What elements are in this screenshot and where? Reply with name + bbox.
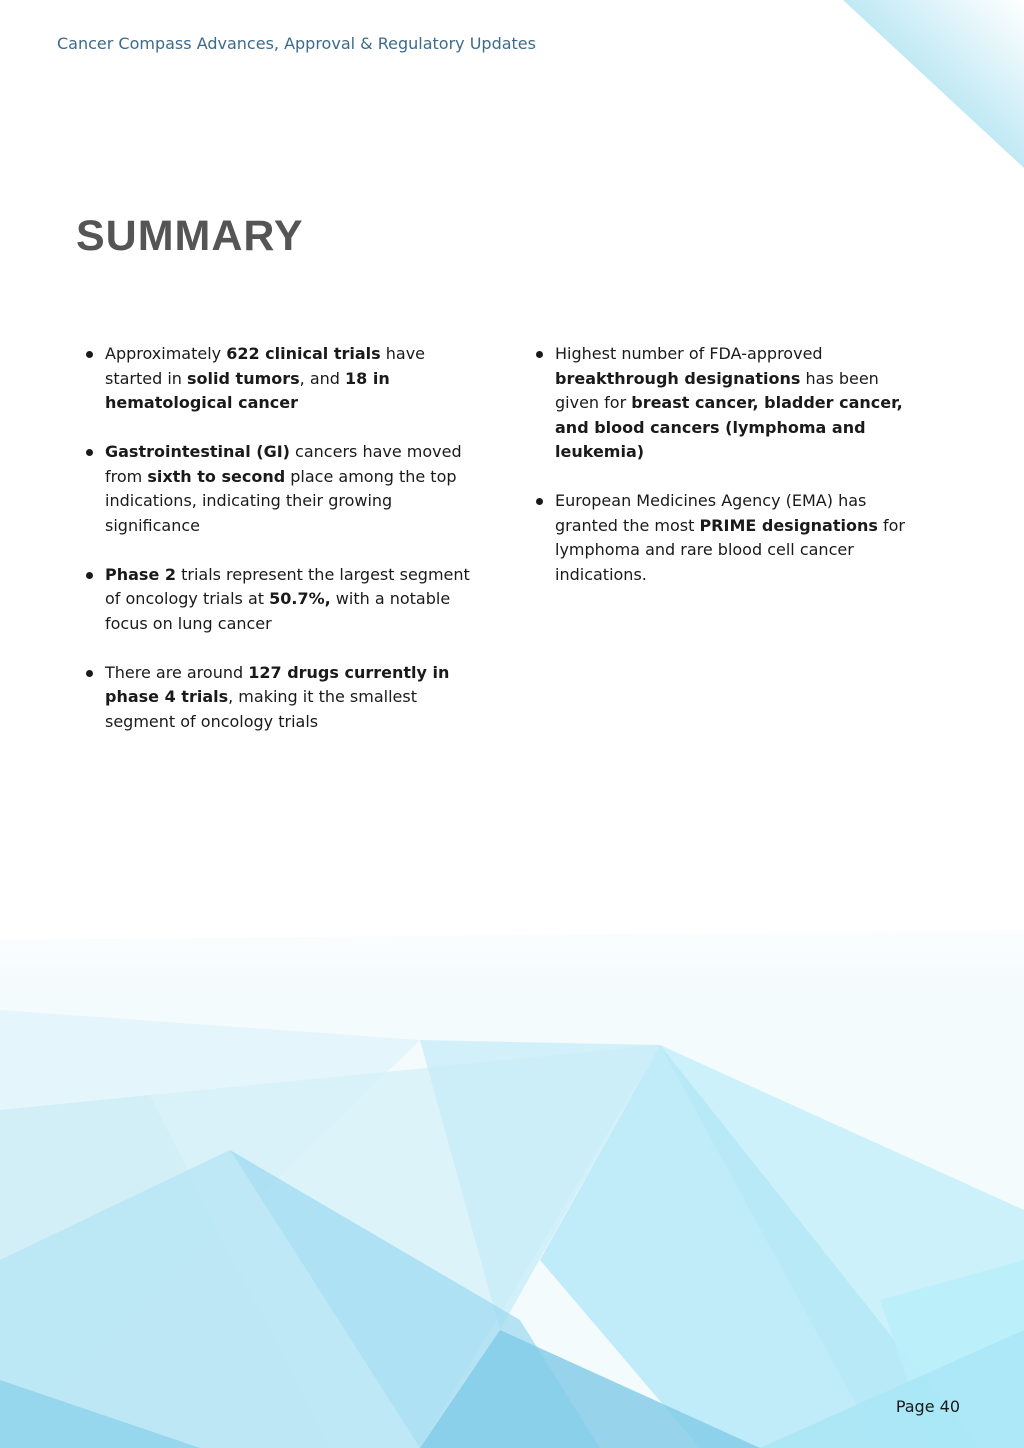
bullet-text: There are around <box>105 662 249 682</box>
bullet-emphasis: 622 clinical trials <box>226 344 381 363</box>
page-title: SUMMARY <box>76 212 304 260</box>
summary-right-column <box>535 342 925 612</box>
bullet-text: European Medicines Agency (EMA) has granted the most <box>555 491 867 535</box>
summary-bullet <box>85 661 480 735</box>
bullet-emphasis: 127 drugs currently in phase 4 trials <box>105 662 450 706</box>
bullet-emphasis: Gastrointestinal (GI) <box>105 442 290 461</box>
bullet-text: has been given for <box>555 368 879 412</box>
page-number: Page 40 <box>895 1397 960 1416</box>
bullet-emphasis: solid tumors <box>187 368 300 388</box>
summary-bullet <box>535 489 925 587</box>
summary-bullet <box>85 342 480 416</box>
summary-list-right <box>535 342 925 587</box>
bullet-emphasis: 50.7%, <box>269 589 331 608</box>
bullet-emphasis: sixth to second <box>147 466 286 486</box>
bullet-text: cancers have moved from <box>105 442 462 486</box>
bullet-emphasis: Phase 2 <box>105 564 176 584</box>
bullet-text: , and <box>299 368 346 388</box>
running-header: Cancer Compass Advances, Approval & Regulatory Updates <box>57 34 536 53</box>
bullet-text: for lymphoma and rare blood cell cancer indications. <box>555 515 905 584</box>
summary-bullet <box>85 440 480 538</box>
bullet-text: , making it the smallest segment of oncology trials <box>105 687 417 731</box>
summary-left-column <box>85 342 480 759</box>
bullet-emphasis: breast cancer, bladder cancer, and blood cancers (lymphoma and leukemia) <box>555 393 903 461</box>
summary-list-left <box>85 342 480 734</box>
summary-bullet <box>535 342 925 465</box>
summary-bullet <box>85 563 480 637</box>
bullet-text: have started in <box>105 344 426 388</box>
bullet-emphasis: 18 in hematological cancer <box>105 368 390 412</box>
bullet-text: Highest number of FDA-approved <box>555 344 823 363</box>
bullet-text: Approximately <box>105 344 227 363</box>
bullet-emphasis: breakthrough designations <box>555 368 801 388</box>
bullet-text: trials represent the largest segment of oncology trials at <box>105 564 470 608</box>
bullet-text: with a notable focus on lung cancer <box>105 589 451 633</box>
corner-triangle <box>843 0 1024 168</box>
bullet-text: place among the top indications, indicating their growing significance <box>105 466 457 535</box>
bullet-emphasis: PRIME designations <box>699 515 878 535</box>
